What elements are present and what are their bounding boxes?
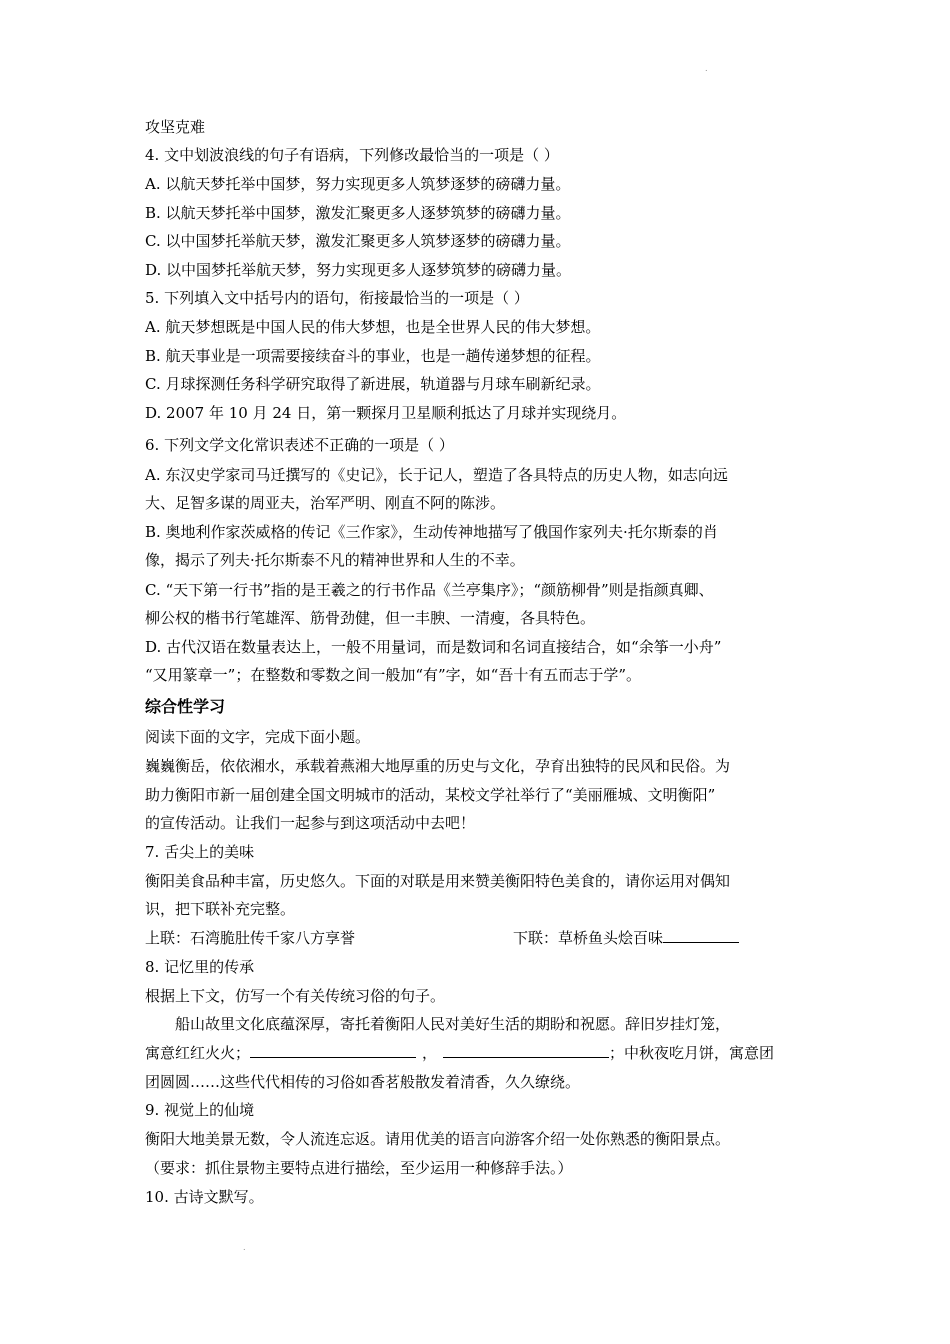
question-5-option-c: C. 月球探测任务科学研究取得了新进展，轨道器与月球车刷新纪录。	[145, 375, 601, 393]
question-7-title: 7. 舌尖上的美味	[145, 843, 255, 861]
page-mark: .	[243, 1243, 246, 1252]
question-7-text: 衡阳美食品种丰富，历史悠久。下面的对联是用来赞美衡阳特色美食的，请你运用对偶知	[145, 872, 731, 890]
question-8-text-b: ，	[422, 1044, 438, 1062]
question-8-fill-line	[145, 1043, 774, 1063]
question-4-option-c: C. 以中国梦托举航天梦，激发汇聚更多人筑梦逐梦的磅礴力量。	[145, 232, 571, 250]
question-8-text-c: ；中秋夜吃月饼，寓意团	[609, 1044, 775, 1062]
question-8-text: 船山故里文化底蕴深厚，寄托着衡阳人民对美好生活的期盼和祝愿。辞旧岁挂灯笼，	[175, 1015, 731, 1033]
question-9-text: 衡阳大地美景无数，令人流连忘返。请用优美的语言向游客介绍一处你熟悉的衡阳景点。	[145, 1130, 731, 1148]
reading-instruction: 阅读下面的文字，完成下面小题。	[145, 728, 371, 746]
question-5-option-d: D. 2007 年 10 月 24 日，第一颗探月卫星顺利抵达了月球并实现绕月。	[145, 404, 627, 422]
question-6-option-a: A. 东汉史学家司马迁撰写的《史记》，长于记人，塑造了各具特点的历史人物，如志向远	[145, 466, 728, 484]
answer-blank[interactable]	[250, 1043, 416, 1058]
question-6-option-b-cont: 像，揭示了列夫·托尔斯泰不凡的精神世界和人生的不幸。	[145, 551, 525, 569]
passage-line: 巍巍衡岳，依依湘水，承载着燕湘大地厚重的历史与文化，孕育出独特的民风和民俗。为	[145, 757, 731, 775]
question-8-text-a: 寓意红红火火；	[145, 1044, 251, 1062]
question-7-text-cont: 识，把下联补充完整。	[145, 900, 296, 918]
section-title: 攻坚克难	[145, 118, 206, 136]
question-6-option-c-cont: 柳公权的楷书行笔雄浑、筋骨劲健，但一丰腴、一清瘦，各具特色。	[145, 609, 596, 627]
question-6-stem: 6. 下列文学文化常识表述不正确的一项是（ ）	[145, 436, 454, 454]
question-4-option-d: D. 以中国梦托举航天梦，努力实现更多人逐梦筑梦的磅礴力量。	[145, 261, 572, 279]
passage-line: 的宣传活动。让我们一起参与到这项活动中去吧！	[145, 814, 476, 832]
question-8-text-cont: 团圆圆……这些代代相传的习俗如香茗般散发着清香，久久缭绕。	[145, 1073, 581, 1091]
couplet-lower	[513, 928, 739, 948]
question-4-option-a: A. 以航天梦托举中国梦，努力实现更多人筑梦逐梦的磅礴力量。	[145, 175, 571, 193]
question-5-option-a: A. 航天梦想既是中国人民的伟大梦想，也是全世界人民的伟大梦想。	[145, 318, 601, 336]
question-6-option-c: C. “天下第一行书”指的是王羲之的行书作品《兰亭集序》；“颜筋柳骨”则是指颜真卿、	[145, 581, 714, 599]
page-mark: .	[705, 64, 708, 73]
question-9-title: 9. 视觉上的仙境	[145, 1101, 255, 1119]
question-4-option-b: B. 以航天梦托举中国梦，激发汇聚更多人逐梦筑梦的磅礴力量。	[145, 204, 571, 222]
question-8-title: 8. 记忆里的传承	[145, 958, 255, 976]
couplet-upper: 上联：石湾脆肚传千家八方享誉	[145, 929, 356, 947]
question-5-option-b: B. 航天事业是一项需要接续奋斗的事业，也是一趟传递梦想的征程。	[145, 347, 601, 365]
question-5-stem: 5. 下列填入文中括号内的语句，衔接最恰当的一项是（ ）	[145, 289, 529, 307]
couplet-lower-text: 下联：草桥鱼头烩百味	[513, 929, 664, 947]
answer-blank[interactable]	[443, 1043, 609, 1058]
answer-blank[interactable]	[663, 928, 739, 943]
question-9-requirement: （要求：抓住景物主要特点进行描绘，至少运用一种修辞手法。）	[145, 1159, 573, 1177]
question-6-option-d: D. 古代汉语在数量表达上，一般不用量词，而是数词和名词直接结合，如“余筝一小舟”	[145, 638, 722, 656]
question-10-title: 10. 古诗文默写。	[145, 1188, 264, 1206]
question-4-stem: 4. 文中划波浪线的句子有语病，下列修改最恰当的一项是（ ）	[145, 146, 559, 164]
section-heading: 综合性学习	[145, 697, 226, 716]
question-8-instruction: 根据上下文，仿写一个有关传统习俗的句子。	[145, 987, 446, 1005]
question-6-option-a-cont: 大、足智多谋的周亚夫，治军严明、刚直不阿的陈涉。	[145, 494, 506, 512]
question-6-option-d-cont: “又用篆章一”；在整数和零数之间一般加“有”字，如“吾十有五而志于学”。	[145, 666, 642, 684]
passage-line: 助力衡阳市新一届创建全国文明城市的活动，某校文学社举行了“美丽雁城、文明衡阳”	[145, 786, 716, 804]
question-6-option-b: B. 奥地利作家茨威格的传记《三作家》，生动传神地描写了俄国作家列夫·托尔斯泰的肖	[145, 523, 718, 541]
